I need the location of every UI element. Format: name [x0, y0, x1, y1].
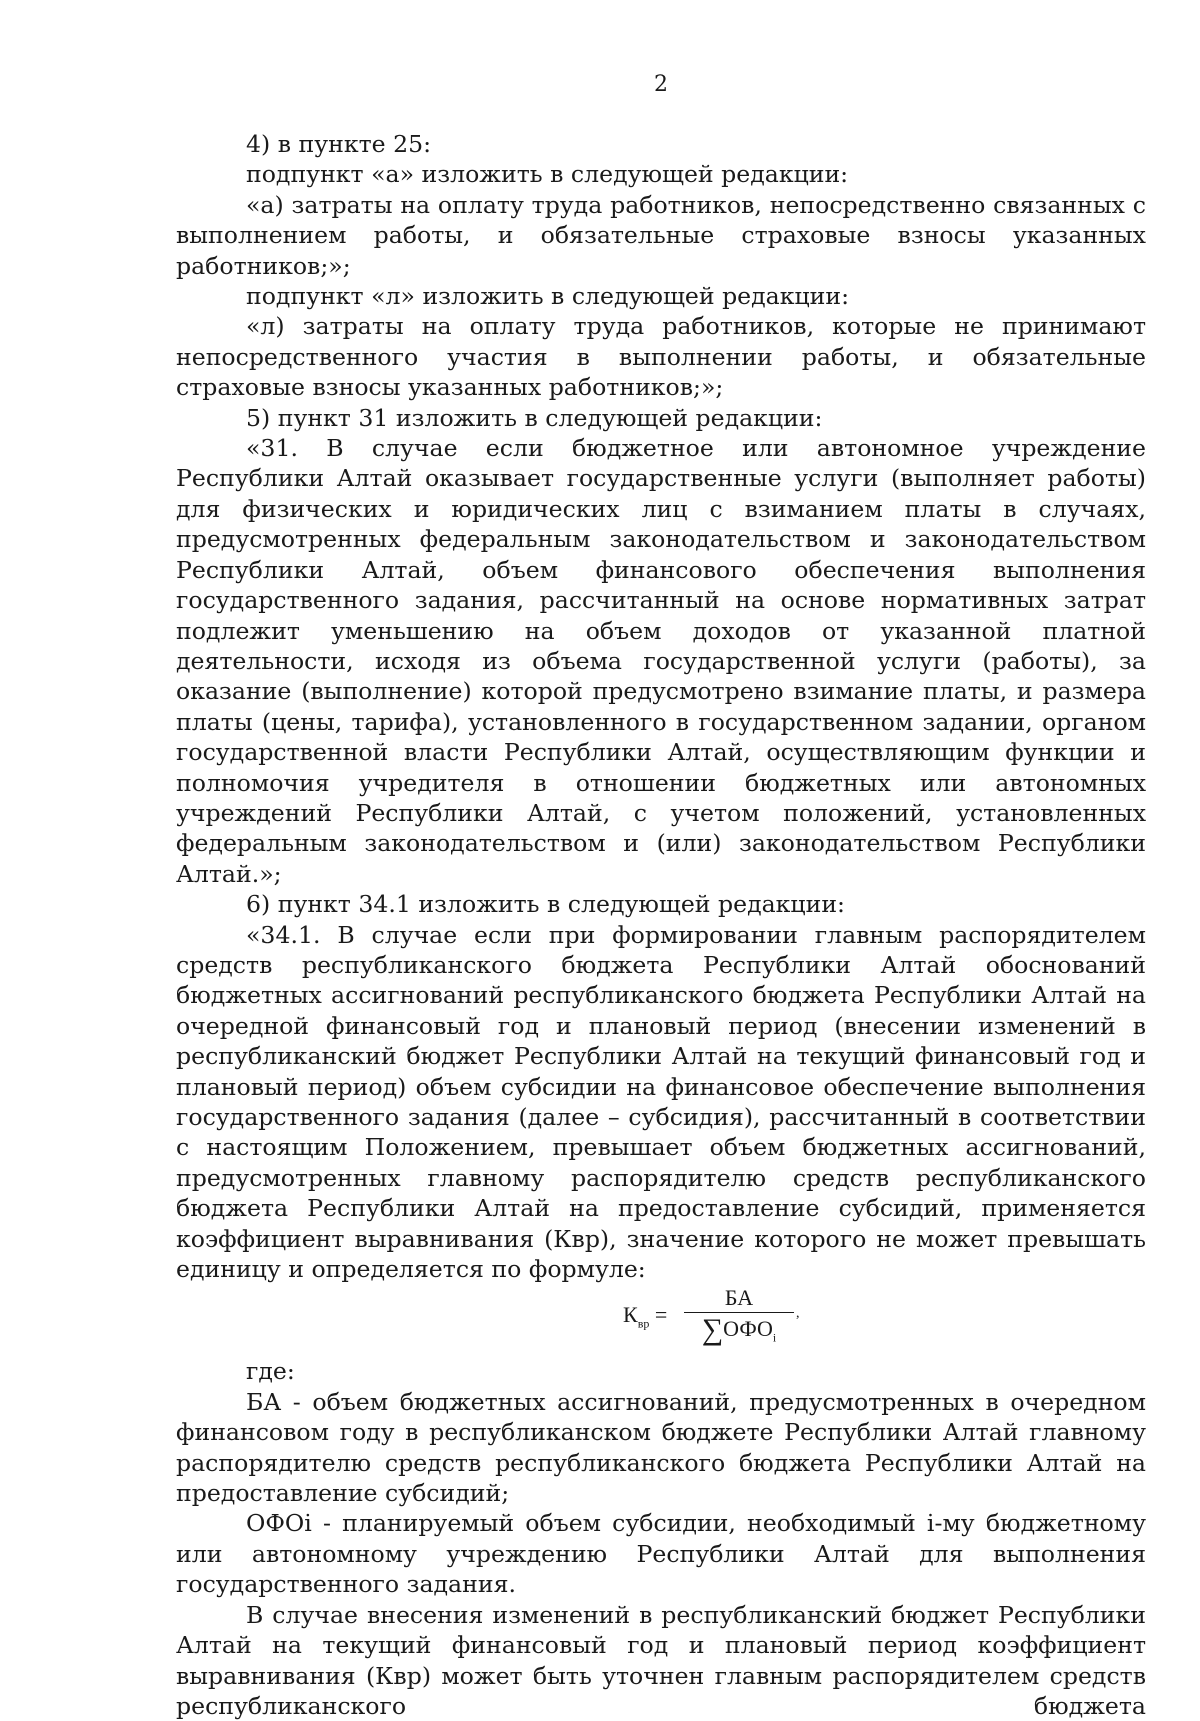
paragraph-subitem-a-text: «а) затраты на оплату труда работников, непосредственно связанных с выполнением работы, и обязательные страховые взносы указанных работников;»; [176, 190, 1146, 280]
formula-denominator [684, 1313, 794, 1345]
paragraph-item-6-heading: 6) пункт 34.1 изложить в следующей редакции: [246, 890, 845, 919]
formula-denominator-text: ОФО [723, 1316, 773, 1342]
paragraph-where: где: [246, 1357, 295, 1386]
page-number: 2 [654, 72, 668, 97]
formula-denominator-subscript: i [772, 1330, 777, 1345]
formula-equals: = [654, 1302, 668, 1328]
paragraph-adjustment: В случае внесения изменений в республиканский бюджет Республики Алтай на текущий финансовый год и плановый период коэффициент выравнивания (Квр) может быть уточнен главным распорядителем средств республиканского бюджета [176, 1600, 1146, 1720]
paragraph-point-31-text: «31. В случае если бюджетное или автономное учреждение Республики Алтай оказывает государственные услуги (выполняет работы) для физических и юридических лиц с взиманием платы в случаях, предусмотренных федеральным законодательством и законодательством Республики Алтай, объем финансового обеспечения выполнения государственного задания, рассчитанный на основе нормативных затрат подлежит уменьшению на объем доходов от указанной платной деятельности, исходя из объема государственной услуги (работы), за оказание (выполнение) которой предусмотрено взимание платы, и размера платы (цены, тарифа), установленного в государственном задании, органом государственной власти Республики Алтай, осуществляющим функции и полномочия учредителя в отношении бюджетных или автономных учреждений Республики Алтай, с учетом положений, установленных федеральным законодательством и (или) законодательством Республики Алтай.»; [176, 434, 1146, 888]
formula-kvr [176, 1284, 1146, 1356]
paragraph-subitem-l-text: «л) затраты на оплату труда работников, которые не принимают непосредственного участия в выполнении работы, и обязательные страховые взносы указанных работников;»; [176, 312, 1146, 402]
formula-lhs [623, 1303, 667, 1329]
paragraph-point-34-1-text: «34.1. В случае если при формировании главным распорядителем средств республиканского бюджета Республики Алтай обоснований бюджетных ассигнований республиканского бюджета Республики Алтай на очередной финансовый год и плановый период (внесении изменений в республиканский бюджет Республики Алтай на текущий финансовый год и плановый период) объем субсидии на финансовое обеспечение выполнения государственного задания (далее – субсидия), рассчитанный в соответствии с настоящим Положением, превышает объем бюджетных ассигнований, предусмотренных главному распорядителю средств республиканского бюджета Республики Алтай на предоставление субсидий, применяется коэффициент выравнивания (Квр), значение которого не может превышать единицу и определяется по формуле: [176, 920, 1146, 1284]
formula-sigma-symbol: ∑ [701, 1313, 724, 1347]
formula-trailing-comma: , [796, 1306, 800, 1322]
paragraph-definition-ofo: ОФОi - планируемый объем субсидии, необходимый i-му бюджетному или автономному учреждению Республики Алтай для выполнения государственного задания. [176, 1509, 1146, 1599]
document-page [176, 0, 1146, 1720]
formula-lhs-subscript: вр [637, 1316, 650, 1331]
formula-lhs-symbol: К [623, 1302, 638, 1328]
formula-fraction [684, 1284, 794, 1345]
paragraph-definition-ba: БА - объем бюджетных ассигнований, предусмотренных в очередном финансовом году в республиканском бюджете Республики Алтай главному распорядителю средств республиканского бюджета Республики Алтай на предоставление субсидий; [176, 1387, 1146, 1508]
paragraph-item-4-heading: 4) в пункте 25: [246, 130, 432, 158]
formula-numerator: БА [684, 1284, 794, 1313]
paragraph-subitem-l-intro: подпункт «л» изложить в следующей редакции: [246, 282, 850, 311]
document-body [176, 129, 1146, 1721]
paragraph-item-5-heading: 5) пункт 31 изложить в следующей редакции: [246, 403, 823, 432]
paragraph-subitem-a-intro: подпункт «а» изложить в следующей редакции: [246, 160, 849, 189]
